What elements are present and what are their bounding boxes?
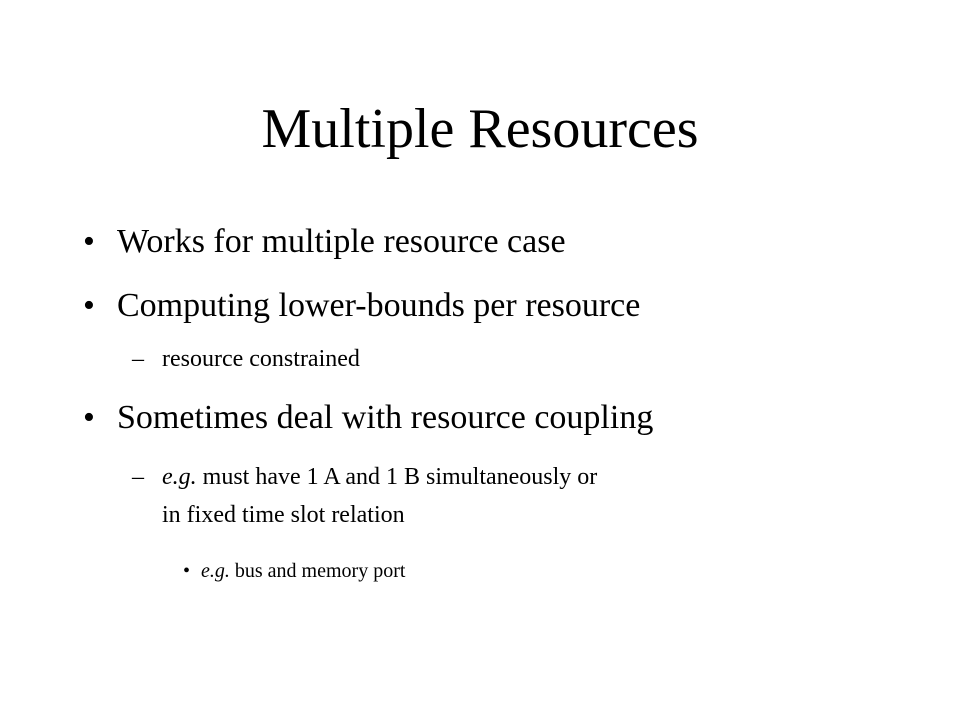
sub-bullet-marker: – — [132, 346, 144, 372]
sub-bullet-text: resource constrained — [162, 346, 360, 372]
bullet-text: Sometimes deal with resource coupling — [117, 399, 654, 436]
sub-bullet-text — [162, 461, 597, 493]
third-level-bullet-item — [0, 557, 960, 585]
bullet-item — [0, 398, 960, 438]
sub-bullet-text-line2: in fixed time slot relation — [162, 502, 405, 528]
bullet-marker: • — [83, 287, 95, 324]
slide-title: Multiple Resources — [261, 98, 699, 160]
third-level-bullet-marker: • — [183, 560, 191, 582]
bullet-text: Computing lower-bounds per resource — [117, 287, 641, 324]
sub-bullet-text-line1: must have 1 A and 1 B simultaneously or — [196, 464, 598, 490]
sub-bullet-marker: – — [132, 464, 144, 490]
third-level-bullet-text-body: bus and memory port — [229, 560, 406, 582]
italic-prefix: e.g. — [201, 560, 230, 582]
italic-prefix: e.g. — [162, 464, 197, 490]
third-level-bullet-text — [201, 557, 405, 585]
bullet-item — [0, 222, 960, 262]
bullet-marker: • — [83, 223, 95, 260]
sub-bullet-item — [0, 343, 960, 375]
bullet-item — [0, 286, 960, 326]
bullet-marker: • — [83, 399, 95, 436]
bullet-text: Works for multiple resource case — [117, 223, 566, 260]
sub-bullet-item — [0, 461, 960, 533]
